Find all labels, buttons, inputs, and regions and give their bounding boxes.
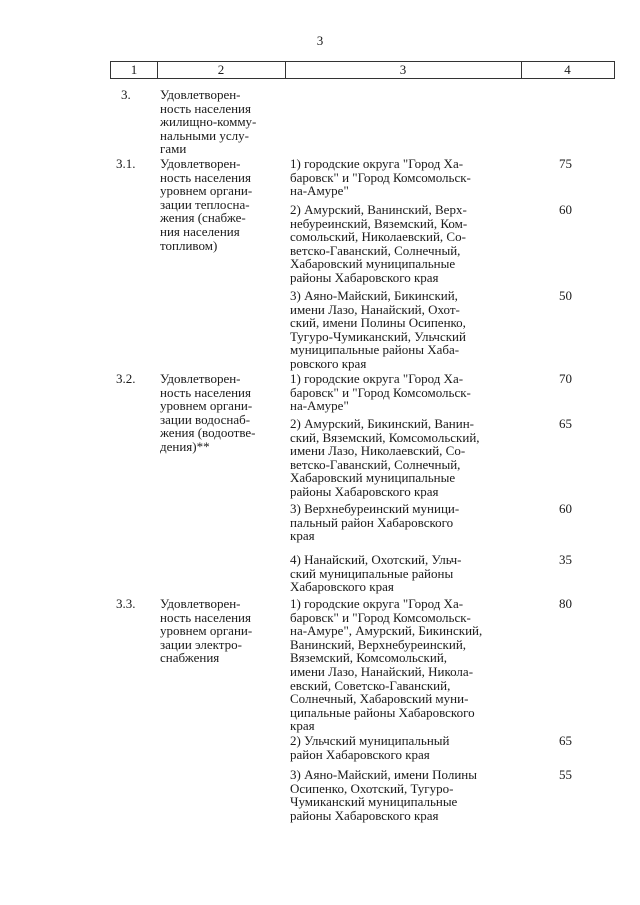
- target-value: 75: [559, 156, 572, 171]
- municipality-group: 3) Аяно-Майский, Бикинский, имени Лазо, Нанайский, Охот- ский, имени Полины Осипенко, Тугуро-Чумиканский, Ульчский муниципальные районы Хаба- ровского края: [290, 288, 466, 371]
- indicator-name: Удовлетворен- ность населения уровнем органи- зации водоснаб- жения (водоотве- дения)**: [160, 371, 256, 454]
- header-col-2: 2: [157, 62, 286, 78]
- header-col-3: 3: [285, 62, 522, 78]
- table-header: [110, 61, 615, 79]
- target-value: 50: [559, 288, 572, 303]
- target-value: 80: [559, 596, 572, 611]
- indicator-name: Удовлетворен- ность населения уровнем органи- зации теплосна- жения (снабже- ния населения топливом): [160, 156, 253, 253]
- target-value: 70: [559, 371, 572, 386]
- target-value: 60: [559, 501, 572, 516]
- indicator-name: Удовлетворен- ность населения жилищно-комму- нальными услу- гами: [160, 87, 257, 157]
- row-number: 3.1.: [116, 156, 136, 171]
- municipality-group: 1) городские округа "Город Ха- баровск" и "Город Комсомольск- на-Амуре", Амурский, Бикинский, Ванинский, Верхнебуреинский, Вяземский, Комсомольский, имени Лазо, Нанайский, Никола- евский, Советско-Гаванский, Солнечный, Хабаровский муни- ципальные районы Хабаровского края: [290, 596, 483, 734]
- header-col-1: 1: [111, 62, 158, 78]
- header-col-4: 4: [564, 62, 571, 77]
- municipality-group: 2) Амурский, Бикинский, Ванин- ский, Вяземский, Комсомольский, имени Лазо, Николаевский, Со- ветско-Гаванский, Солнечный, Хабаровский муниципальные районы Хабаровского края: [290, 416, 480, 499]
- target-value: 35: [559, 552, 572, 567]
- municipality-group: 1) городские округа "Город Ха- баровск" и "Город Комсомольск- на-Амуре": [290, 371, 471, 414]
- row-number: 3.2.: [116, 371, 136, 386]
- target-value: 65: [559, 416, 572, 431]
- municipality-group: 3) Верхнебуреинский муници- пальный район Хабаровского края: [290, 501, 460, 544]
- municipality-group: 1) городские округа "Город Ха- баровск" и "Город Комсомольск- на-Амуре": [290, 156, 471, 199]
- target-value: 65: [559, 733, 572, 748]
- row-number: 3.: [121, 87, 131, 102]
- municipality-group: 2) Амурский, Ванинский, Верх- небуреинский, Вяземский, Ком- сомольский, Николаевский, Со- ветско-Гаванский, Солнечный, Хабаровский муниципальные районы Хабаровского края: [290, 202, 468, 285]
- target-value: 55: [559, 767, 572, 782]
- municipality-group: 2) Ульчский муниципальный район Хабаровского края: [290, 733, 450, 762]
- page-number: 3: [316, 33, 324, 48]
- target-value: 60: [559, 202, 572, 217]
- municipality-group: 3) Аяно-Майский, имени Полины Осипенко, Охотский, Тугуро- Чумиканский муниципальные районы Хабаровского края: [290, 767, 477, 823]
- municipality-group: 4) Нанайский, Охотский, Ульч- ский муниципальные районы Хабаровского края: [290, 552, 462, 595]
- row-number: 3.3.: [116, 596, 136, 611]
- indicator-name: Удовлетворен- ность населения уровнем органи- зации электро- снабжения: [160, 596, 253, 666]
